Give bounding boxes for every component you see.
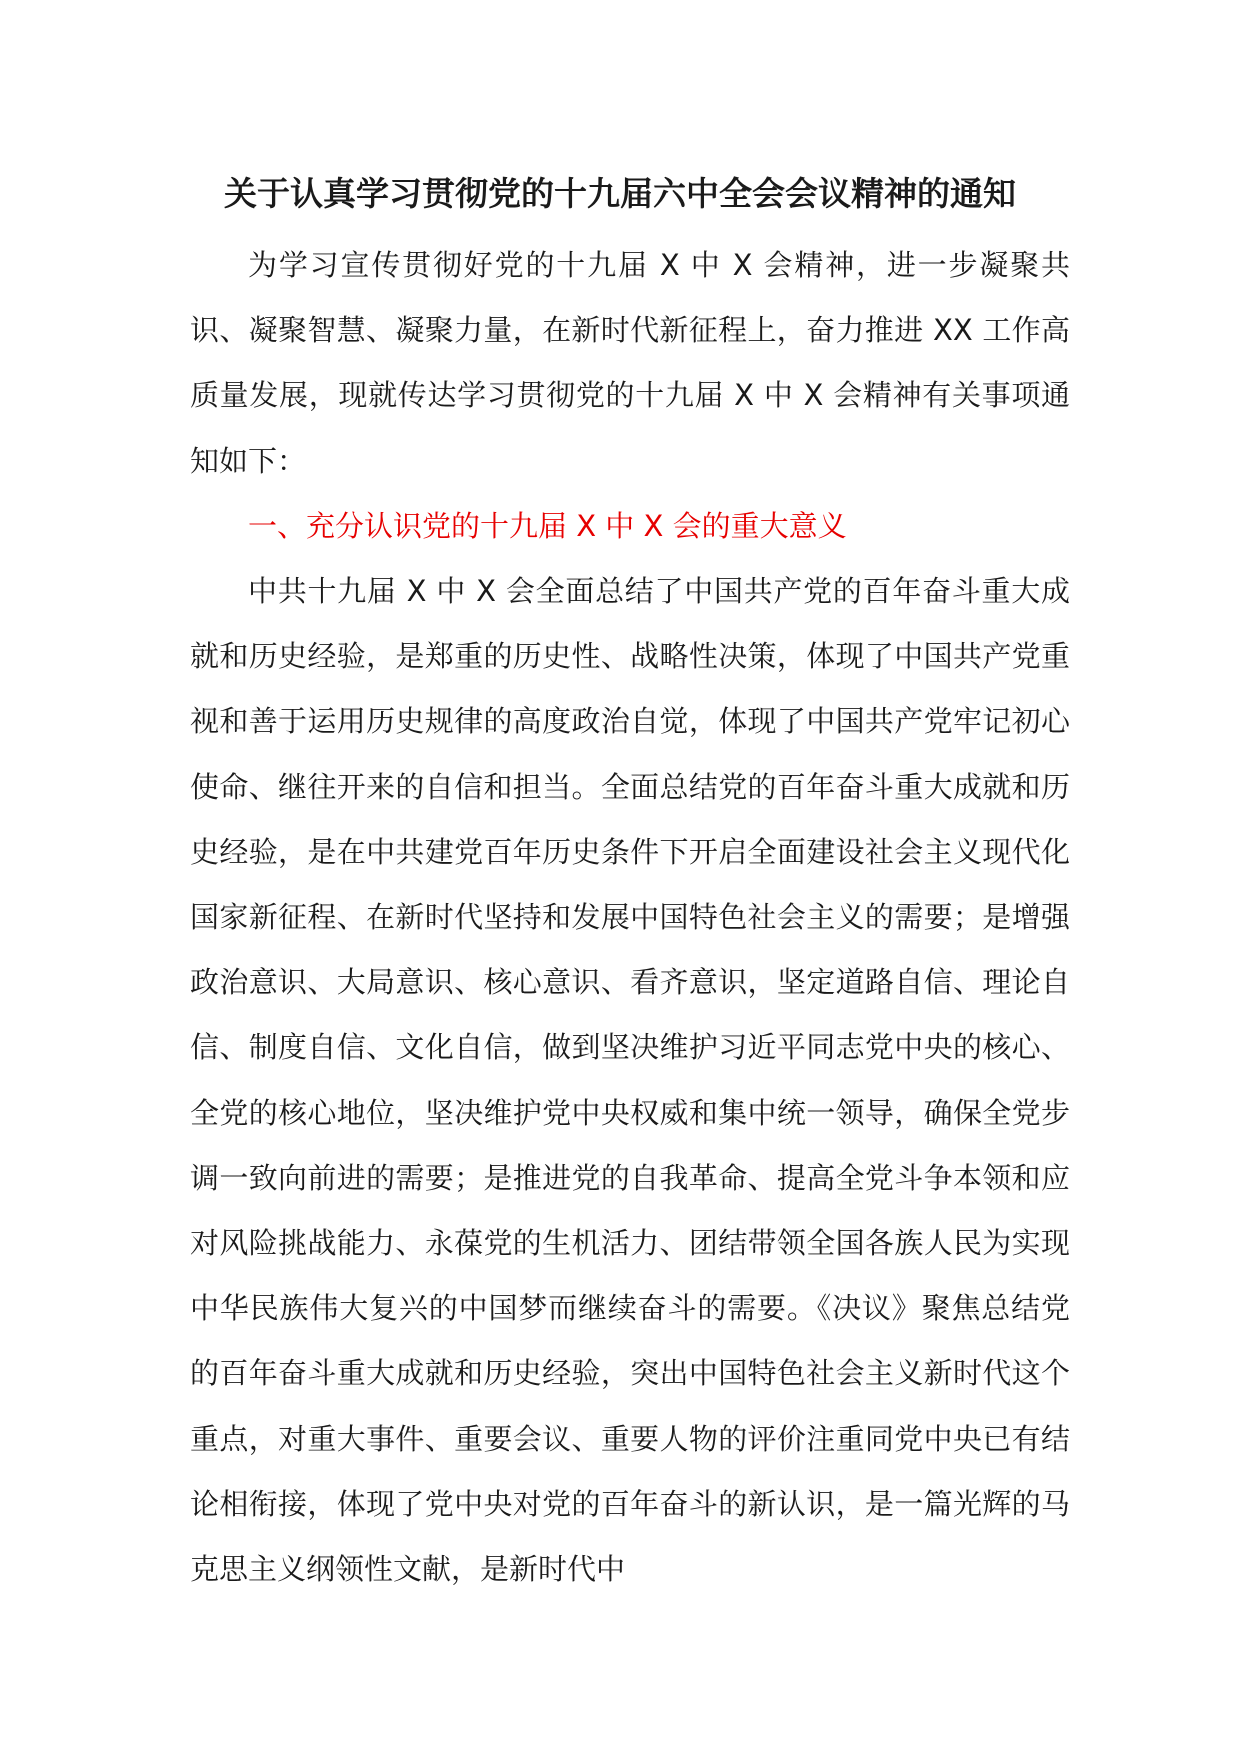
section-heading-1: 一、充分认识党的十九届 X 中 X 会的重大意义 [248, 508, 847, 543]
document-title: 关于认真学习贯彻党的十九届六中全会会议精神的通知 [224, 174, 1016, 213]
intro-paragraph: 为学习宣传贯彻好党的十九届 X 中 X 会精神，进一步凝聚共识、凝聚智慧、凝聚力量，在新时代新征程上，奋力推进 XX 工作高质量发展，现就传达学习贯彻党的十九届 X 中 X 会精神有关事项通知如下： [190, 248, 1070, 478]
section-1-paragraph: 中共十九届 X 中 X 会全面总结了中国共产党的百年奋斗重大成就和历史经验，是郑重的历史性、战略性决策，体现了中国共产党重视和善于运用历史规律的高度政治自觉，体现了中国共产党牢记初心使命、继往开来的自信和担当。全面总结党的百年奋斗重大成就和历史经验，是在中共建党百年历史条件下开启全面建设社会主义现代化国家新征程、在新时代坚持和发展中国特色社会主义的需要；是增强政治意识、大局意识、核心意识、看齐意识，坚定道路自信、理论自信、制度自信、文化自信，做到坚决维护习近平同志党中央的核心、全党的核心地位，坚决维护党中央权威和集中统一领导，确保全党步调一致向前进的需要；是推进党的自我革命、提高全党斗争本领和应对风险挑战能力、永葆党的生机活力、团结带领全国各族人民为实现中华民族伟大复兴的中国梦而继续奋斗的需要。《决议》聚焦总结党的百年奋斗重大成就和历史经验，突出中国特色社会主义新时代这个重点，对重大事件、重要会议、重要人物的评价注重同党中央已有结论相衔接，体现了党中央对党的百年奋斗的新认识，是一篇光辉的马克思主义纲领性文献，是新时代中 [190, 574, 1070, 1587]
document-body [190, 233, 1070, 1602]
